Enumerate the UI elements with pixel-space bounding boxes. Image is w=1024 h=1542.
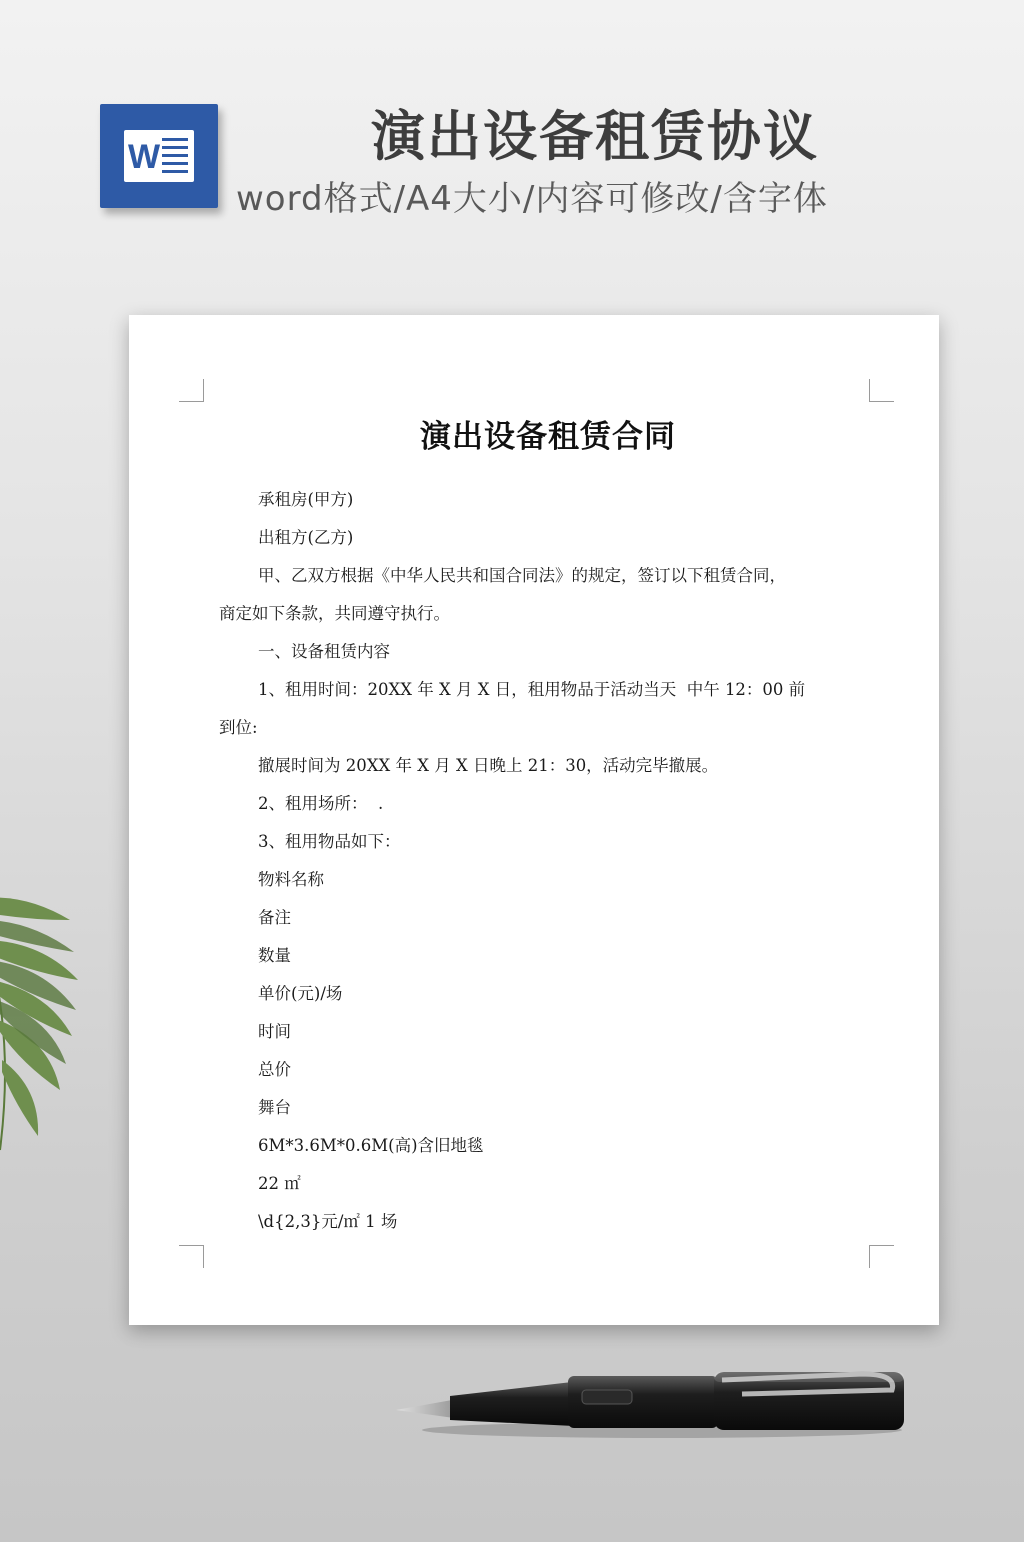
document-page [129,315,939,1325]
crop-mark-top-right [869,379,894,402]
document-paragraph: 物料名称 [258,870,324,889]
document-title: 演出设备租赁合同 [420,419,676,455]
crop-mark-top-left [179,379,204,402]
word-logo-letter: W [128,138,161,176]
promo-title: 演出设备租赁协议 [371,105,819,168]
word-logo-line [162,138,188,141]
document-paragraph: 22 ㎡ [258,1174,301,1193]
document-paragraph: \d{2,3}元/㎡ 1 场 [258,1212,398,1231]
word-logo-icon [100,104,218,208]
document-paragraph: 承租房(甲方) [258,490,354,509]
document-paragraph: 撤展时间为 20XX 年 X 月 X 日晚上 21：30，活动完毕撤展。 [258,756,719,775]
document-paragraph: 1、租用时间：20XX 年 X 月 X 日，租用物品于活动当天 中午 12：00 前 [258,680,806,699]
document-paragraph: 一、设备租赁内容 [258,642,390,661]
document-paragraph: 3、租用物品如下： [258,832,401,851]
document-paragraph: 出租方(乙方) [258,528,354,547]
document-paragraph: 数量 [258,946,291,965]
document-paragraph: 单价(元)/场 [258,984,343,1003]
word-logo-line [162,146,188,149]
document-paragraph: 舞台 [258,1098,291,1117]
document-paragraph: 到位: [219,718,258,737]
document-paragraph: 2、租用场所： . [258,794,384,813]
document-paragraph: 时间 [258,1022,291,1041]
document-paragraph: 甲、乙双方根据《中华人民共和国合同法》的规定，签订以下租赁合同， [258,566,786,585]
document-paragraph: 商定如下条款，共同遵守执行。 [219,604,450,623]
document-paragraph: 总价 [258,1060,291,1079]
crop-mark-bottom-right [869,1245,894,1268]
palm-leaf-decoration [0,860,90,1160]
document-paragraph: 备注 [258,908,291,927]
fountain-pen-decoration [392,1360,922,1450]
document-paragraph: 6M*3.6M*0.6M(高)含旧地毯 [258,1136,484,1155]
word-logo-line [162,162,188,165]
document-body [219,481,859,1241]
word-logo-line [162,154,188,157]
word-logo-line [162,170,188,173]
promo-subtitle: word格式/A4大小/内容可修改/含字体 [236,179,828,219]
crop-mark-bottom-left [179,1245,204,1268]
